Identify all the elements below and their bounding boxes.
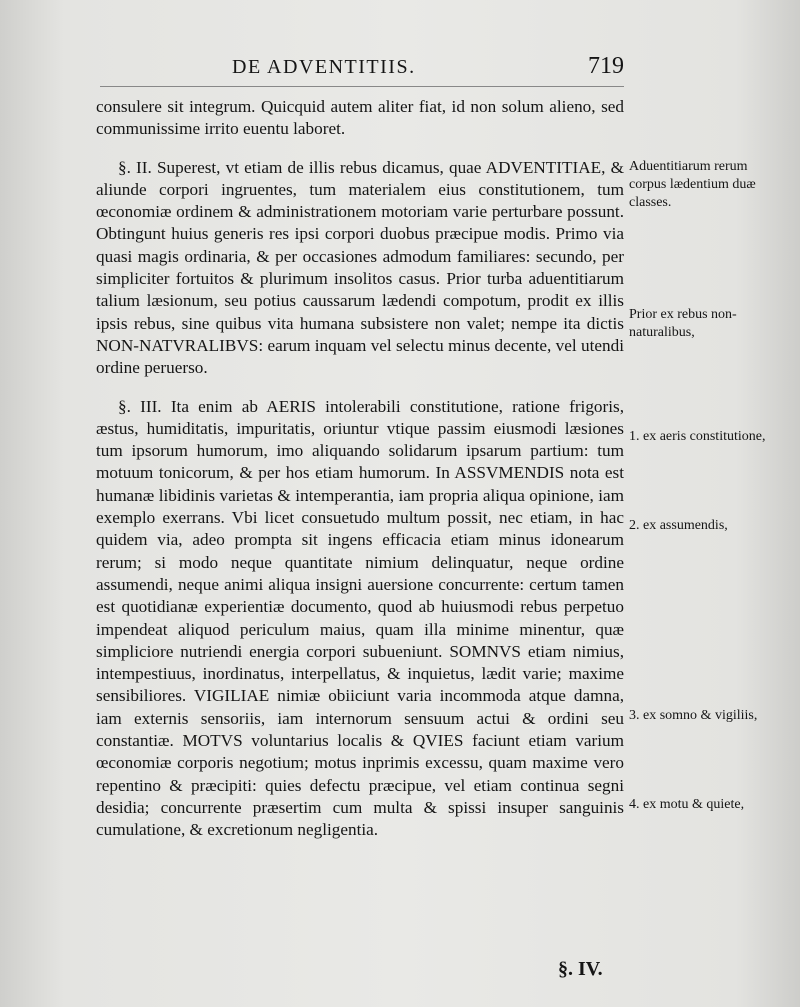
page-number: 719 <box>588 53 624 79</box>
margin-note-adventitious-classes: Aduentitiarum rerum corpus lædentium duæ classes. <box>629 159 756 210</box>
paragraph-continuation: consulere sit integrum. Quicquid autem aliter fiat, id non solum alieno, sed communissime irrito euentu laboret. <box>96 97 624 139</box>
main-text-block <box>96 96 624 842</box>
page-header <box>232 53 624 86</box>
paragraph-section-3: §. III. Ita enim ab AERIS intolerabili constitutione, ratione frigoris, æstus, humiditatis, impuritatis, oriuntur vtique passim eiusmodi læsiones tum ipsorum humorum, imo aliquando solidarum ipsarum partium: tum motuum tonicorum, & per hos etiam humorum. In ASSVMENDIS nota est humanæ libidinis varietas & intemperantia, iam propria aliqua opinione, iam exemplo exerrans. Vbi licet consuetudo multum possit, nec etiam, in hac quidem via, adeo prompta sit ingens efficacia etiam minus idonearum rerum; si modo neque quantitate nimium delinquatur, neque ordine assumendi, neque animi aliqua insigni auersione concurrente: certum tamen est quotidianæ experientiæ documento, quod ab huiusmodi rebus perpetuo impendeat aliquod periculum maius, quam illa minime minentur, quæ simpliciore nutriendi energia corpori subueniunt. SOMNVS etiam nimius, intempestiuus, inordinatus, interpellatus, & inquietus, lædit varie; maxime sensibiliores. VIGILIAE nimiæ obiiciunt varia incommoda atque damna, iam externis sensoriis, iam internorum sensuum actui & ordini seu constantiæ. MOTVS voluntarius localis & QVIES faciunt etiam varium œconomiæ corporis negotium; motus inprimis excessu, quam maxime vero repentino & præcipiti: quies defectu præcipue, vel etiam continua segni desidia; concurrente præsertim cum multa & spissi insuper sanguinis cumulatione, & excretionum negligentia. <box>96 396 624 840</box>
margin-note-air: 1. ex aeris constitutione, <box>629 429 766 444</box>
margin-note-non-naturals: Prior ex rebus non-naturalibus, <box>629 307 737 340</box>
catchword: §. IV. <box>558 958 603 980</box>
paragraph-section-2: §. II. Superest, vt etiam de illis rebus dicamus, quae ADVENTITIAE, & aliunde corpori ingruentes, tum materialem eius constitutionem, tum œconomiæ ordinem & administrationem motoriam varie perturbare possunt. Obtingunt huius generis res ipsi corpori duobus præcipue modis. Primo via quasi magis ordinaria, & per occasiones admodum familiares: secundo, per simpliciter fortuitos & plurimum insolitos casus. Prior turba aduentitiarum talium læsionum, seu potius caussarum lædendi compotum, prodit ex illis ipsis rebus, sine quibus vita humana subsistere non valet; nempe ita dictis NON-NATVRALIBVS: earum inquam vel selectu minus decente, vel utendi ordine peruerso. <box>96 157 624 378</box>
margin-note-sleep: 3. ex somno & vigiliis, <box>629 708 758 723</box>
header-rule <box>100 86 624 87</box>
running-title: DE ADVENTITIIS. <box>232 56 416 78</box>
margin-note-ingesta: 2. ex assumendis, <box>629 518 728 533</box>
margin-note-motion: 4. ex motu & quiete, <box>629 797 745 812</box>
